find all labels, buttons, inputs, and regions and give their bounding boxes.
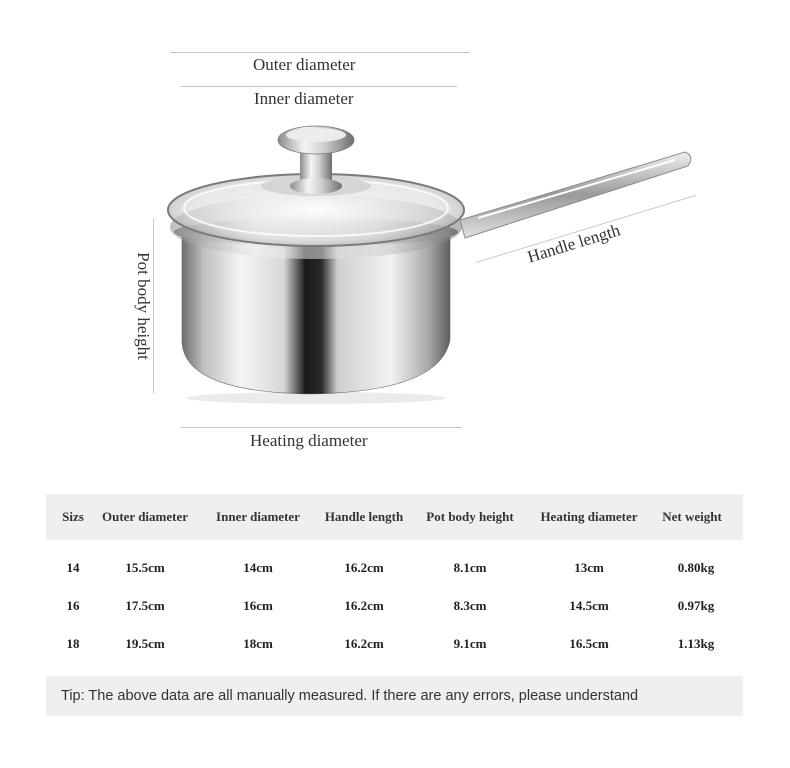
saucepan-image [160,120,700,410]
handle-length-label: Handle length [525,220,623,267]
header-pot-body-height: Pot body height [426,509,514,524]
cell-outer-diameter: 15.5cm [125,560,165,575]
cell-size: 16 [66,598,80,613]
measurement-tip: Tip: The above data are all manually measured. If there are any errors, please understand [46,676,743,716]
cell-heating-diameter: 14.5cm [569,598,609,613]
header-handle-length: Handle length [324,509,404,524]
cell-inner-diameter: 14cm [243,560,273,575]
heating-diameter-label: Heating diameter [250,431,368,450]
header-outer-diameter: Outer diameter [101,509,189,524]
table-row [46,625,743,663]
cell-handle-length: 16.2cm [344,560,384,575]
cell-handle-length: 16.2cm [344,636,384,651]
header-net-weight: Net weight [662,509,722,524]
pot-body-height-label: Pot body height [134,252,153,360]
cell-outer-diameter: 19.5cm [125,636,165,651]
table-row [46,587,743,625]
cell-heating-diameter: 16.5cm [569,636,609,651]
cell-outer-diameter: 17.5cm [125,598,165,613]
cell-size: 18 [66,636,80,651]
outer-diameter-line [170,52,470,53]
table-header [46,494,743,540]
header-inner-diameter: Inner diameter [216,509,300,524]
pot-handle [460,152,691,238]
heating-diameter-line [180,427,462,428]
table-row [46,549,743,587]
cell-pot-body-height: 9.1cm [453,636,487,651]
cell-heating-diameter: 13cm [574,560,604,575]
cell-net-weight: 1.13kg [677,636,715,651]
cell-inner-diameter: 18cm [243,636,273,651]
cell-net-weight: 0.80kg [677,560,715,575]
cell-pot-body-height: 8.1cm [453,560,487,575]
inner-diameter-line [180,86,457,87]
inner-diameter-label: Inner diameter [254,89,354,108]
header-heating-diameter: Heating diameter [540,509,638,524]
outer-diameter-label: Outer diameter [253,55,356,74]
cell-net-weight: 0.97kg [677,598,715,613]
cell-inner-diameter: 16cm [243,598,273,613]
cell-size: 14 [66,560,80,575]
size-spec-table [46,494,743,663]
cell-handle-length: 16.2cm [344,598,384,613]
pot-body-height-line [153,218,154,394]
header-size: Sizs [62,509,84,524]
cell-pot-body-height: 8.3cm [453,598,487,613]
